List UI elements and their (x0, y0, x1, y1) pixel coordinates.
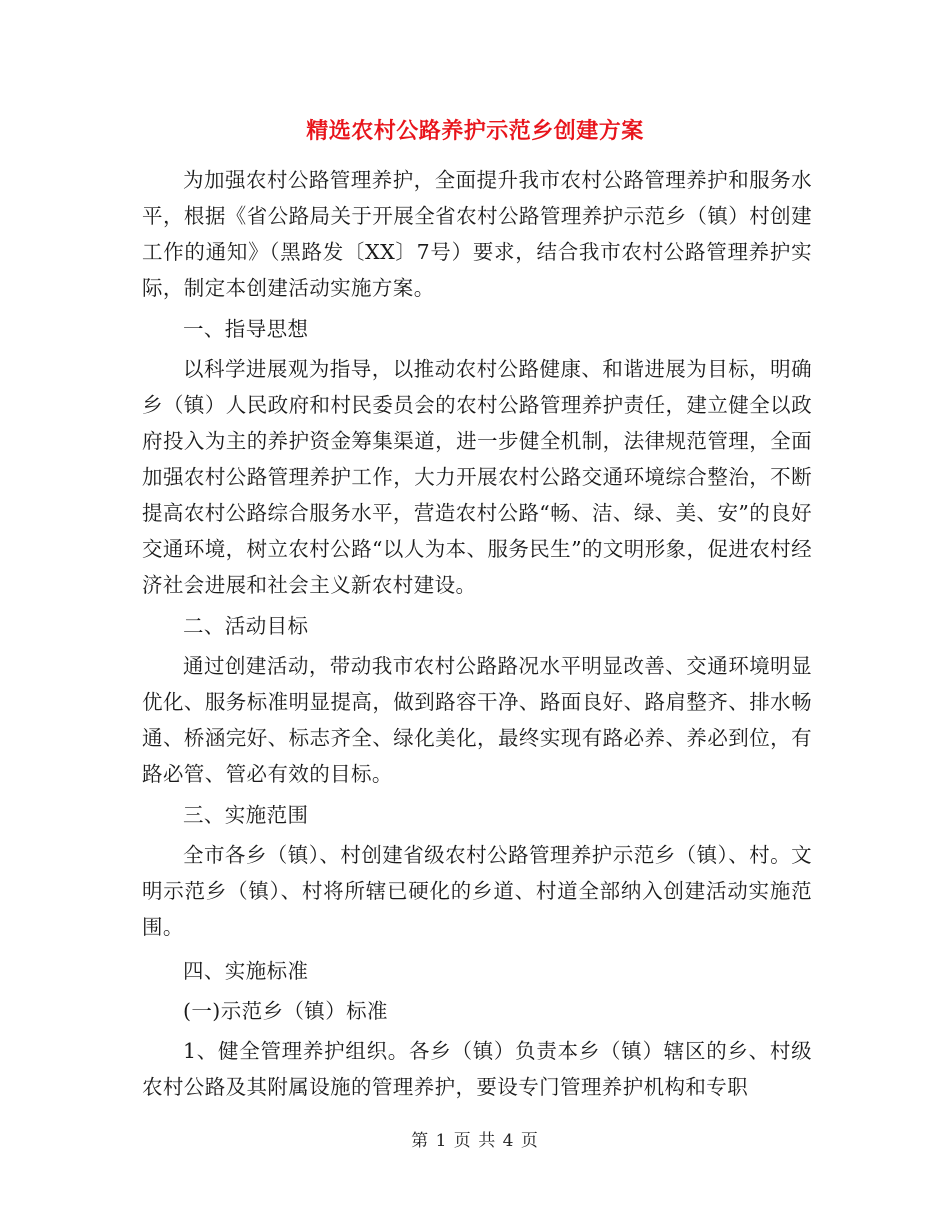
subsection-heading-demo-town: (一)示范乡（镇）标准 (183, 999, 388, 1023)
section-heading-scope: 三、实施范围 (183, 803, 309, 827)
page-number-footer: 第 1 页 共 4 页 (411, 1131, 539, 1151)
document-body (142, 162, 812, 1110)
paragraph-scope: 全市各乡（镇）、村创建省级农村公路管理养护示范乡（镇）、村。文明示范乡（镇）、村将所辖已硬化的乡道、村道全部纳入创建活动实施范围。 (142, 843, 812, 939)
paragraph-guiding-thought: 以科学进展观为指导，以推动农村公路健康、和谐进展为目标，明确乡（镇）人民政府和村民委员会的农村公路管理养护责任，建立健全以政府投入为主的养护资金筹集渠道，进一步健全机制，法律规范管理，全面加强农村公路管理养护工作，大力开展农村公路交通环境综合整治，不断提高农村公路综合服务水平，营造农村公路“畅、洁、绿、美、安”的良好交通环境，树立农村公路“以人为本、服务民生”的文明形象，促进农村经济社会进展和社会主义新农村建设。 (142, 357, 812, 597)
document-title: 精选农村公路养护示范乡创建方案 (306, 118, 644, 144)
section-heading-standards: 四、实施标准 (183, 959, 309, 983)
section-heading-guiding-thought: 一、指导思想 (183, 317, 309, 341)
paragraph-intro: 为加强农村公路管理养护，全面提升我市农村公路管理养护和服务水平，根据《省公路局关于开展全省农村公路管理养护示范乡（镇）村创建工作的通知》（黑路发〔XX〕7号）要求，结合我市农村公路管理养护实际，制定本创建活动实施方案。 (142, 168, 812, 300)
paragraph-organization: 1、健全管理养护组织。各乡（镇）负责本乡（镇）辖区的乡、村级农村公路及其附属设施的管理养护，要设专门管理养护机构和专职 (142, 1039, 812, 1099)
section-heading-activity-goal: 二、活动目标 (183, 614, 309, 638)
paragraph-activity-goal: 通过创建活动，带动我市农村公路路况水平明显改善、交通环境明显优化、服务标准明显提高，做到路容干净、路面良好、路肩整齐、排水畅通、桥涵完好、标志齐全、绿化美化，最终实现有路必养、养必到位，有路必管、管必有效的目标。 (142, 654, 812, 786)
